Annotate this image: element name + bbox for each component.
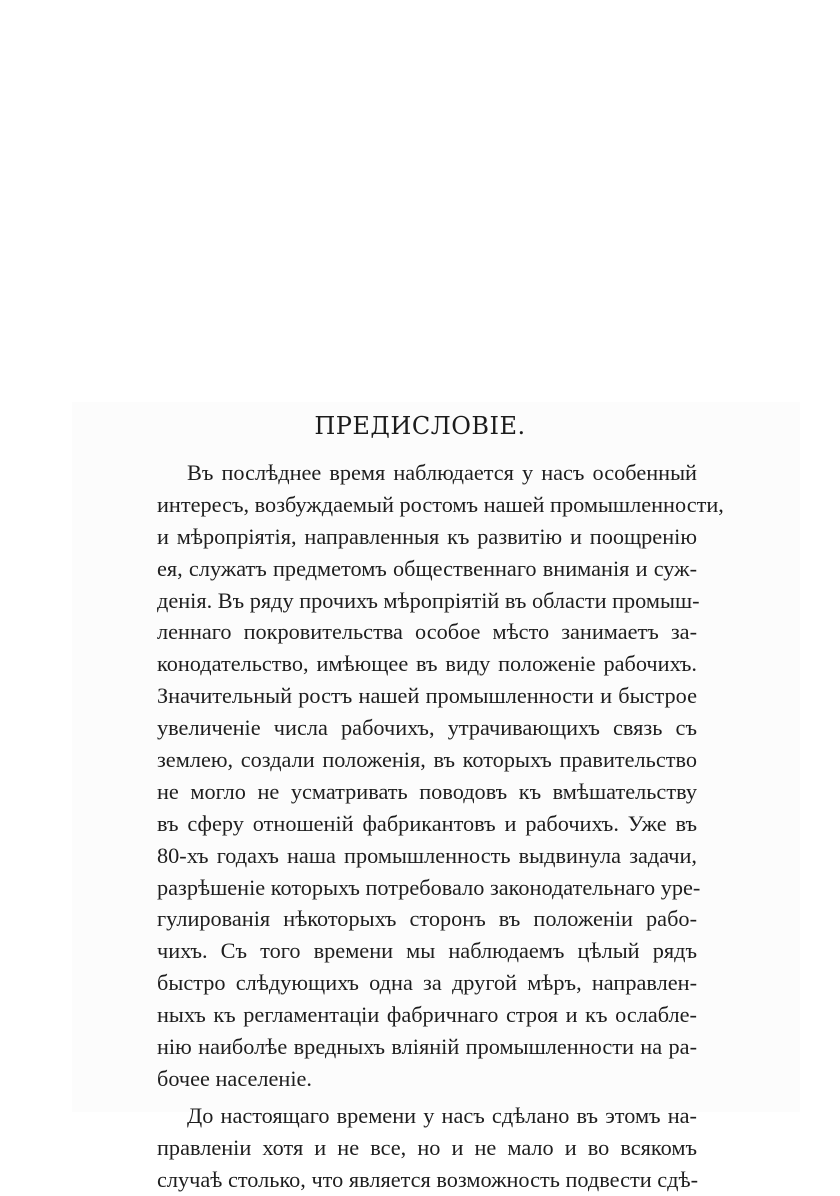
- text-line: ея, служатъ предметомъ общественнаго вниманія и суж-: [157, 555, 697, 581]
- text-line: Значительный ростъ нашей промышленности и быстрое: [157, 683, 697, 709]
- text-line: въ сферу отношеній фабрикантовъ и рабочихъ. Уже въ: [157, 810, 697, 836]
- paragraph-1: [157, 457, 724, 1095]
- paragraph-2: [157, 1100, 697, 1196]
- text-line: 80-хъ годахъ наша промышленность выдвинула задачи,: [157, 842, 697, 868]
- text-line: До настоящаго времени у насъ сдѣлано въ этомъ на-: [187, 1102, 697, 1128]
- text-line: денія. Въ ряду прочихъ мѣропріятій въ области промыш-: [157, 587, 700, 613]
- text-line: чихъ. Съ того времени мы наблюдаемъ цѣлый рядъ: [157, 938, 697, 964]
- text-line: интересъ, возбуждаемый ростомъ нашей промышленности,: [157, 491, 724, 517]
- text-line: не могло не усматривать поводовъ къ вмѣшательству: [157, 778, 697, 804]
- text-line: правленіи хотя и не все, но и не мало и во всякомъ: [157, 1134, 697, 1160]
- text-line: Въ послѣднее время наблюдается у насъ особенный: [187, 460, 697, 485]
- text-line: ныхъ къ регламентаціи фабричнаго строя и къ ослабле-: [157, 1002, 697, 1028]
- text-line: случаѣ столько, что является возможность подвести сдѣ-: [157, 1166, 699, 1192]
- text-line: разрѣшеніе которыхъ потребовало законодательнаго уре-: [157, 874, 701, 900]
- text-line: землею, создали положенія, въ которыхъ правительство: [157, 747, 697, 773]
- text-line: леннаго покровительства особое мѣсто занимаетъ за-: [157, 619, 697, 645]
- text-line: нію наиболѣе вредныхъ вліяній промышленности на ра-: [157, 1034, 697, 1060]
- text-line: бочее населеніе.: [157, 1065, 313, 1091]
- text-line: быстро слѣдующихъ одна за другой мѣръ, направлен-: [157, 970, 697, 996]
- text-line: гулированія нѣкоторыхъ сторонъ въ положеніи рабо-: [157, 906, 697, 932]
- text-line: и мѣропріятія, направленныя къ развитію и поощренію: [157, 523, 697, 549]
- page-heading: ПРЕДИСЛОВІЕ.: [314, 412, 526, 440]
- text-line: увеличеніе числа рабочихъ, утрачивающихъ связь съ: [157, 715, 697, 741]
- body-text: [157, 457, 724, 1195]
- text-line: конодательство, имѣющее въ виду положеніе рабочихъ.: [157, 651, 697, 677]
